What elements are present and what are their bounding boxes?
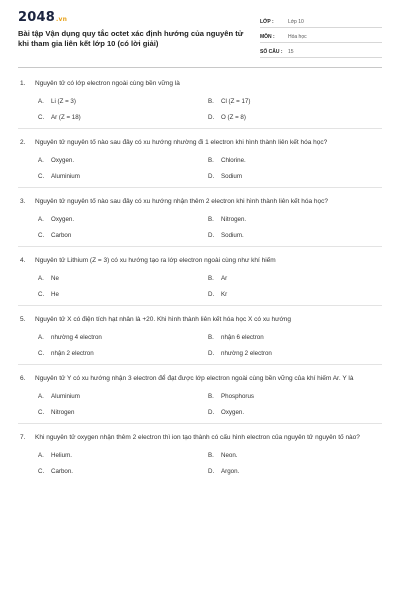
question-item — [18, 137, 382, 188]
question-item — [18, 373, 382, 424]
option-letter: B. — [208, 333, 214, 341]
meta-row-subject — [260, 31, 382, 43]
option-letter: B. — [208, 451, 214, 459]
question-line — [18, 137, 382, 148]
answer-option[interactable] — [38, 173, 208, 180]
question-item — [18, 196, 382, 247]
option-text: O (Z = 8) — [221, 113, 246, 121]
option-letter: C. — [38, 172, 45, 180]
meta-row-question-count — [260, 46, 382, 58]
answer-option[interactable] — [38, 98, 208, 105]
question-text: Nguyên tử X có điện tích hạt nhân là +20. Khi hình thành liên kết hóa học X có xu hướng — [35, 316, 291, 323]
option-text: Helium. — [51, 451, 72, 459]
question-line — [18, 373, 382, 384]
question-line — [18, 255, 382, 266]
option-row — [38, 97, 382, 105]
option-text: Ar — [221, 274, 228, 282]
answer-option[interactable] — [38, 232, 208, 239]
option-letter: D. — [208, 231, 215, 239]
option-text: Argon. — [221, 467, 240, 475]
site-logo[interactable] — [18, 10, 246, 25]
option-letter: C. — [38, 290, 45, 298]
option-letter: C. — [38, 408, 45, 416]
option-letter: D. — [208, 467, 215, 475]
option-text: Nitrogen. — [221, 215, 247, 223]
question-item — [18, 314, 382, 365]
question-number: 5. — [20, 316, 26, 323]
option-text: Ar (Z = 18) — [51, 113, 81, 121]
question-line — [18, 196, 382, 207]
question-number: 4. — [20, 257, 26, 264]
option-text: Ne — [51, 274, 59, 282]
option-row — [38, 231, 382, 239]
option-letter: B. — [208, 392, 214, 400]
question-number: 3. — [20, 198, 26, 205]
option-letter: D. — [208, 290, 215, 298]
answer-option[interactable] — [38, 275, 208, 282]
question-text: Nguyên tử Y có xu hướng nhận 3 electron để đạt được lớp electron ngoài cùng bền vững của khí hiếm Ar. Y là — [35, 375, 354, 382]
logo-main-text: 2048 — [18, 10, 55, 25]
answer-option[interactable] — [208, 173, 378, 180]
option-letter: C. — [38, 349, 45, 357]
option-text: Aluminium — [51, 392, 80, 400]
option-row — [38, 349, 382, 357]
answer-option[interactable] — [38, 452, 208, 459]
document-title: Bài tập Vận dụng quy tắc octet xác định hướng của nguyên tử khi tham gia liên kết lớp 10 (có lời giải) — [18, 29, 244, 48]
question-line — [18, 314, 382, 325]
option-text: Nitrogen — [51, 408, 75, 416]
answer-option[interactable] — [208, 157, 378, 164]
option-row — [38, 172, 382, 180]
option-text: Phosphorus — [221, 392, 255, 400]
option-letter: B. — [208, 274, 214, 282]
question-text: Nguyên tử Lithium (Z = 3) có xu hướng tạo ra lớp electron ngoài cùng như khí hiếm — [35, 257, 276, 264]
option-letter: A. — [38, 97, 44, 105]
option-text: Cl (Z = 17) — [221, 97, 251, 105]
option-row — [38, 215, 382, 223]
answer-option[interactable] — [208, 114, 378, 121]
option-text: Chlorine. — [221, 156, 246, 164]
option-row — [38, 333, 382, 341]
question-number: 2. — [20, 139, 26, 146]
option-text: Oxygen. — [51, 156, 75, 164]
option-text: nhường 4 electron — [51, 333, 102, 341]
option-letter: B. — [208, 156, 214, 164]
question-line — [18, 78, 382, 89]
question-number: 1. — [20, 80, 26, 87]
answer-option[interactable] — [208, 291, 378, 298]
answer-option[interactable] — [208, 275, 378, 282]
option-row — [38, 274, 382, 282]
header-divider — [18, 67, 382, 68]
option-row — [38, 392, 382, 400]
meta-label: MÔN : — [260, 33, 275, 40]
option-text: Carbon — [51, 231, 72, 239]
meta-value: Lớp 10 — [288, 18, 304, 25]
meta-label: LỚP : — [260, 18, 274, 25]
option-letter: B. — [208, 215, 214, 223]
answer-option[interactable] — [38, 409, 208, 416]
meta-row-class — [260, 16, 382, 28]
option-letter: A. — [38, 274, 44, 282]
option-text: Oxygen. — [221, 408, 245, 416]
answer-option[interactable] — [38, 114, 208, 121]
option-text: Kr — [221, 290, 228, 298]
option-row — [38, 467, 382, 475]
question-item — [18, 432, 382, 482]
option-letter: C. — [38, 231, 45, 239]
question-line — [18, 432, 382, 443]
header-left — [18, 10, 246, 49]
option-letter: A. — [38, 451, 44, 459]
option-text: Sodium — [221, 172, 242, 180]
answer-option[interactable] — [38, 350, 208, 357]
option-letter: C. — [38, 467, 45, 475]
answer-option[interactable] — [38, 157, 208, 164]
meta-value: 15 — [288, 48, 294, 55]
option-text: nhường 2 electron — [221, 349, 272, 357]
question-item — [18, 78, 382, 129]
option-letter: A. — [38, 156, 44, 164]
option-row — [38, 408, 382, 416]
answer-option[interactable] — [208, 232, 378, 239]
answer-option[interactable] — [38, 216, 208, 223]
option-text: Aluminium — [51, 172, 80, 180]
option-letter: A. — [38, 392, 44, 400]
answer-option[interactable] — [38, 334, 208, 341]
meta-value: Hóa học — [288, 33, 307, 40]
question-text: Khi nguyên tử oxygen nhận thêm 2 electron thì ion tạo thành có cấu hình electron của nguyên tử nguyên tố nào? — [35, 434, 360, 441]
answer-option[interactable] — [38, 393, 208, 400]
option-text: Sodium. — [221, 231, 244, 239]
option-letter: C. — [38, 113, 45, 121]
option-text: nhận 6 electron — [221, 333, 264, 341]
option-text: Neon. — [221, 451, 238, 459]
option-text: Li (Z = 3) — [51, 97, 76, 105]
logo-suffix-text: .vn — [55, 16, 68, 23]
option-letter: D. — [208, 113, 215, 121]
option-letter: D. — [208, 408, 215, 416]
answer-option[interactable] — [38, 468, 208, 475]
meta-label: SỐ CÂU : — [260, 48, 283, 55]
option-letter: D. — [208, 349, 215, 357]
question-item — [18, 255, 382, 306]
answer-option[interactable] — [208, 409, 378, 416]
answer-option[interactable] — [208, 216, 378, 223]
option-row — [38, 156, 382, 164]
option-letter: D. — [208, 172, 215, 180]
answer-option[interactable] — [208, 98, 378, 105]
option-text: nhận 2 electron — [51, 349, 94, 357]
option-row — [38, 290, 382, 298]
question-number: 6. — [20, 375, 26, 382]
answer-option[interactable] — [208, 468, 378, 475]
option-letter: A. — [38, 215, 44, 223]
answer-option[interactable] — [208, 393, 378, 400]
option-row — [38, 113, 382, 121]
question-number: 7. — [20, 434, 26, 441]
option-text: He — [51, 290, 59, 298]
option-row — [38, 451, 382, 459]
option-letter: B. — [208, 97, 214, 105]
option-letter: A. — [38, 333, 44, 341]
document-meta — [260, 16, 382, 61]
question-text: Nguyên tử nguyên tố nào sau đây có xu hướng nhường đi 1 electron khi hình thành liên kết hóa học? — [35, 139, 328, 146]
question-text: Nguyên tử nguyên tố nào sau đây có xu hướng nhận thêm 2 electron khi hình thành liên kết hóa học? — [35, 198, 329, 205]
option-text: Carbon. — [51, 467, 74, 475]
answer-option[interactable] — [208, 452, 378, 459]
question-text: Nguyên tử có lớp electron ngoài cùng bền vững là — [35, 80, 180, 87]
answer-option[interactable] — [208, 350, 378, 357]
answer-option[interactable] — [38, 291, 208, 298]
question-list — [18, 78, 382, 482]
document-header — [18, 10, 382, 65]
answer-option[interactable] — [208, 334, 378, 341]
option-text: Oxygen. — [51, 215, 75, 223]
